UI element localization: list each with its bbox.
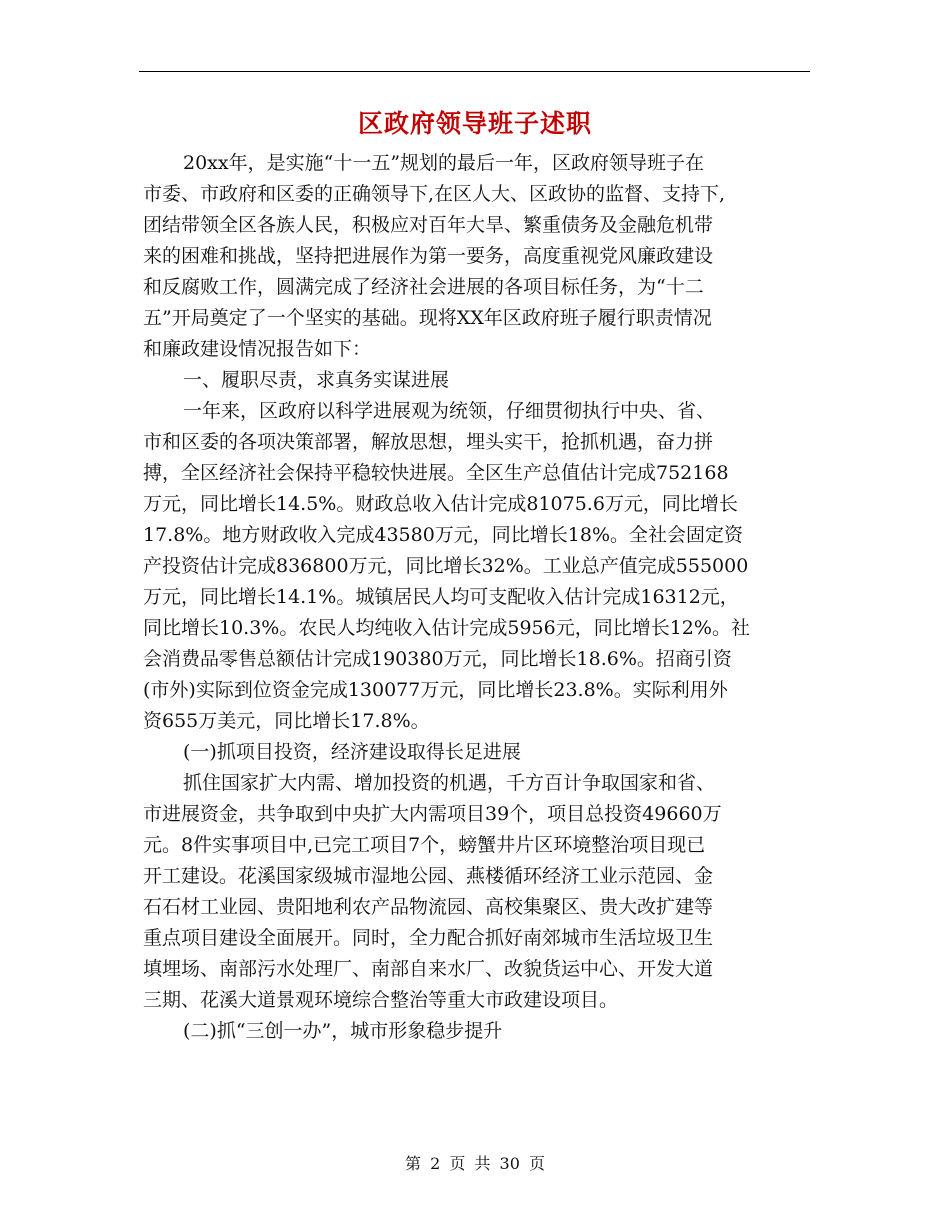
text-line: 和反腐败工作，圆满完成了经济社会进展的各项目标任务，为“十二 xyxy=(143,276,704,298)
text-line: 资655万美元，同比增长17.8%。 xyxy=(143,710,430,732)
text-line: 一年来，区政府以科学进展观为统领，仔细贯彻执行中央、省、 xyxy=(183,400,716,422)
text-line: 抓住国家扩大内需、增加投资的机遇，千方百计争取国家和省、 xyxy=(183,772,716,794)
document-body xyxy=(143,148,813,1047)
text-line: 万元，同比增长14.1%。城镇居民人均可支配收入估计完成16312元， xyxy=(143,586,739,608)
text-line: 元。8件实事项目中,已完工项目7个，螃蟹井片区环境整治项目现已 xyxy=(143,834,706,856)
text-line: 一、履职尽责，求真务实谋进展 xyxy=(183,369,450,391)
text-line: 市委、市政府和区委的正确领导下,在区人大、区政协的监督、支持下, xyxy=(143,183,726,205)
text-line: 三期、花溪大道景观环境综合整治等重大市政建设项目。 xyxy=(143,989,619,1011)
text-line: 市和区委的各项决策部署，解放思想，埋头实干，抢抓机遇，奋力拼 xyxy=(143,431,714,453)
text-line: 市进展资金，共争取到中央扩大内需项目39个，项目总投资49660万 xyxy=(143,803,722,825)
text-line: 开工建设。花溪国家级城市湿地公园、燕楼循环经济工业示范园、金 xyxy=(143,865,714,887)
text-line: 填埋场、南部污水处理厂、南部自来水厂、改貌货运中心、开发大道 xyxy=(143,958,714,980)
text-line: 17.8%。地方财政收入完成43580万元，同比增长18%。全社会固定资 xyxy=(143,524,744,546)
text-line: (二)抓“三创一办”，城市形象稳步提升 xyxy=(183,1020,503,1042)
text-line: 来的困难和挑战，坚持把进展作为第一要务，高度重视党风廉政建设 xyxy=(143,245,714,267)
text-line: 和廉政建设情况报告如下： xyxy=(143,338,372,360)
text-line: (市外)实际到位资金完成130077万元，同比增长23.8%。实际利用外 xyxy=(143,679,728,701)
text-line: 万元，同比增长14.5%。财政总收入估计完成81075.6万元，同比增长 xyxy=(143,493,738,515)
text-line: (一)抓项目投资，经济建设取得长足进展 xyxy=(183,741,521,763)
text-line: 搏，全区经济社会保持平稳较快进展。全区生产总值估计完成752168 xyxy=(143,462,729,484)
text-line: 重点项目建设全面展开。同时，全力配合抓好南郊城市生活垃圾卫生 xyxy=(143,927,714,949)
text-line: 20xx年，是实施“十一五”规划的最后一年，区政府领导班子在 xyxy=(183,152,705,174)
text-line: 团结带领全区各族人民，积极应对百年大旱、繁重债务及金融危机带 xyxy=(143,214,714,236)
text-line: 五”开局奠定了一个坚实的基础。现将XX年区政府班子履行职责情况 xyxy=(143,307,712,329)
header-rule xyxy=(139,71,810,72)
text-line: 同比增长10.3%。农民人均纯收入估计完成5956元，同比增长12%。社 xyxy=(143,617,750,639)
text-line: 产投资估计完成836800万元，同比增长32%。工业总产值完成555000 xyxy=(143,555,749,577)
page-footer: 第 2 页 共 30 页 xyxy=(405,1154,545,1173)
text-line: 石石材工业园、贵阳地利农产品物流园、高校集聚区、贵大改扩建等 xyxy=(143,896,714,918)
text-line: 会消费品零售总额估计完成190380万元，同比增长18.6%。招商引资 xyxy=(143,648,732,670)
page-title: 区政府领导班子述职 xyxy=(357,109,592,138)
